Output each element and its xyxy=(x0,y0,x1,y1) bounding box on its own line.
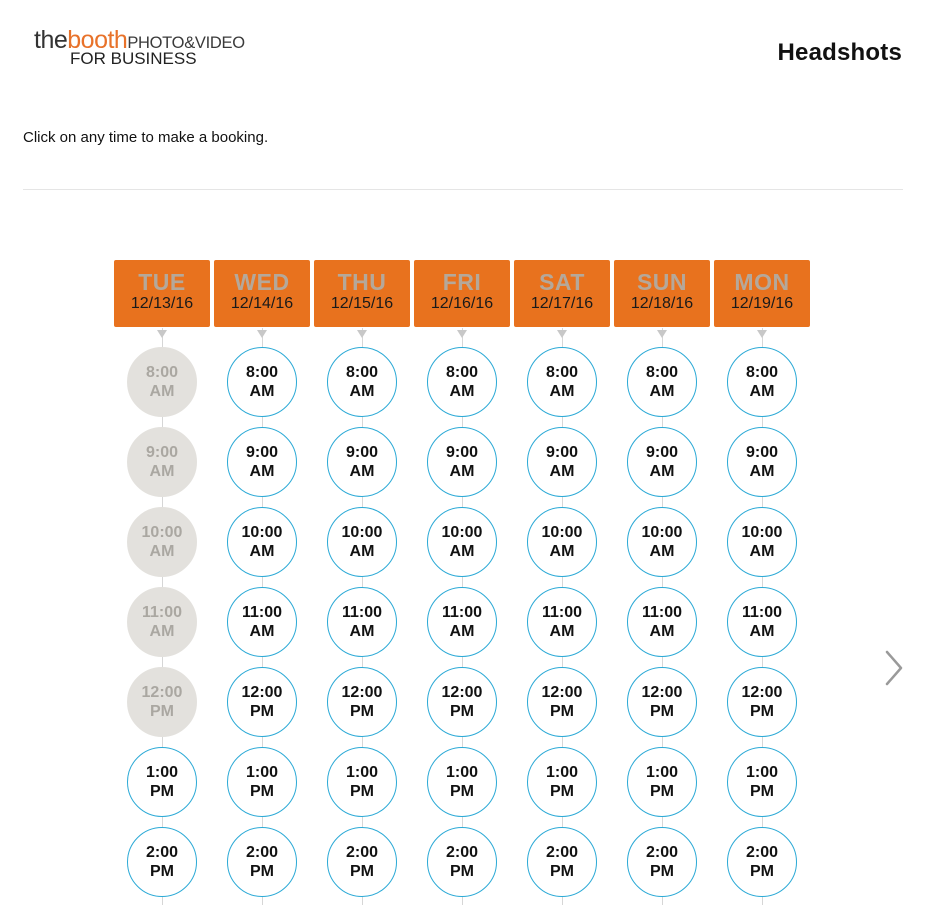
time-slot-unavailable xyxy=(127,587,197,657)
logo-photo-video: PHOTO&VIDEO xyxy=(127,34,245,52)
slot-time: 1:00 xyxy=(445,764,479,781)
day-header xyxy=(714,260,810,327)
slot-ampm: PM xyxy=(650,863,674,880)
slot-ampm: AM xyxy=(749,623,775,640)
slot-ampm: AM xyxy=(449,623,475,640)
slot-ampm: PM xyxy=(650,783,674,800)
slot-ampm: PM xyxy=(750,703,774,720)
day-header xyxy=(414,260,510,327)
slot-ampm: AM xyxy=(549,383,575,400)
slot-ampm: AM xyxy=(549,623,575,640)
day-header xyxy=(514,260,610,327)
time-slot-unavailable xyxy=(127,347,197,417)
slot-time: 9:00 xyxy=(745,444,779,461)
slot-time: 8:00 xyxy=(245,364,279,381)
header-pointer-icon xyxy=(357,330,367,338)
day-name: SAT xyxy=(539,269,585,295)
day-name: MON xyxy=(734,269,790,295)
day-date: 12/17/16 xyxy=(530,295,594,312)
slot-ampm: PM xyxy=(150,703,174,720)
slot-time: 2:00 xyxy=(445,844,479,861)
slot-time: 1:00 xyxy=(545,764,579,781)
day-header xyxy=(214,260,310,327)
time-slot[interactable] xyxy=(427,347,497,417)
time-slot[interactable] xyxy=(727,587,797,657)
slot-time: 9:00 xyxy=(345,444,379,461)
day-column xyxy=(514,260,610,905)
slot-ampm: PM xyxy=(750,783,774,800)
slot-time: 2:00 xyxy=(345,844,379,861)
time-slot[interactable] xyxy=(327,507,397,577)
slot-ampm: AM xyxy=(649,623,675,640)
time-slot[interactable] xyxy=(127,747,197,817)
time-slot[interactable] xyxy=(527,667,597,737)
time-slot[interactable] xyxy=(227,427,297,497)
slot-time: 9:00 xyxy=(545,444,579,461)
time-slot[interactable] xyxy=(627,667,697,737)
slot-time: 9:00 xyxy=(445,444,479,461)
time-slot[interactable] xyxy=(227,507,297,577)
time-slot[interactable] xyxy=(727,667,797,737)
day-date: 12/18/16 xyxy=(630,295,694,312)
day-date: 12/14/16 xyxy=(230,295,294,312)
slot-ampm: PM xyxy=(250,863,274,880)
time-slot[interactable] xyxy=(127,827,197,897)
time-slot[interactable] xyxy=(627,347,697,417)
time-slot[interactable] xyxy=(427,747,497,817)
slot-time: 2:00 xyxy=(745,844,779,861)
time-slot[interactable] xyxy=(427,827,497,897)
slot-time: 8:00 xyxy=(545,364,579,381)
slot-time: 8:00 xyxy=(745,364,779,381)
slot-time: 9:00 xyxy=(145,444,179,461)
slot-ampm: PM xyxy=(250,703,274,720)
time-slot[interactable] xyxy=(727,747,797,817)
day-column xyxy=(314,260,410,905)
header-pointer-icon xyxy=(457,330,467,338)
slot-ampm: PM xyxy=(150,783,174,800)
time-slot[interactable] xyxy=(227,667,297,737)
slot-ampm: AM xyxy=(149,383,175,400)
day-column xyxy=(714,260,810,905)
slot-time: 8:00 xyxy=(145,364,179,381)
slot-ampm: PM xyxy=(350,703,374,720)
time-slot[interactable] xyxy=(627,747,697,817)
day-name: THU xyxy=(337,269,387,295)
slot-time: 10:00 xyxy=(341,524,383,541)
time-slot[interactable] xyxy=(727,827,797,897)
time-slot[interactable] xyxy=(427,427,497,497)
slot-ampm: PM xyxy=(550,783,574,800)
slot-time: 1:00 xyxy=(245,764,279,781)
day-column xyxy=(114,260,210,905)
day-date: 12/19/16 xyxy=(730,295,794,312)
time-slot[interactable] xyxy=(527,587,597,657)
slot-ampm: AM xyxy=(249,543,275,560)
time-slot[interactable] xyxy=(327,667,397,737)
time-slot[interactable] xyxy=(527,507,597,577)
slot-time: 10:00 xyxy=(441,524,483,541)
slot-ampm: AM xyxy=(649,543,675,560)
time-slot[interactable] xyxy=(427,587,497,657)
time-slot[interactable] xyxy=(527,427,597,497)
slot-ampm: AM xyxy=(349,383,375,400)
slot-time: 12:00 xyxy=(541,684,583,701)
slot-ampm: PM xyxy=(450,703,474,720)
slot-time: 10:00 xyxy=(641,524,683,541)
slot-ampm: AM xyxy=(749,543,775,560)
slot-ampm: AM xyxy=(349,463,375,480)
slot-time: 11:00 xyxy=(241,604,283,621)
slot-time: 2:00 xyxy=(145,844,179,861)
day-date: 12/16/16 xyxy=(430,295,494,312)
slot-ampm: PM xyxy=(150,863,174,880)
time-slot[interactable] xyxy=(727,427,797,497)
slot-time: 1:00 xyxy=(645,764,679,781)
time-slot-unavailable xyxy=(127,667,197,737)
day-column xyxy=(214,260,310,905)
slot-time: 1:00 xyxy=(745,764,779,781)
time-slot[interactable] xyxy=(327,347,397,417)
slot-time: 8:00 xyxy=(645,364,679,381)
slot-ampm: AM xyxy=(349,623,375,640)
time-slot[interactable] xyxy=(627,427,697,497)
header-pointer-icon xyxy=(757,330,767,338)
slot-time: 9:00 xyxy=(245,444,279,461)
slot-time: 12:00 xyxy=(341,684,383,701)
slot-ampm: AM xyxy=(749,463,775,480)
slot-time: 11:00 xyxy=(341,604,383,621)
slot-time: 12:00 xyxy=(141,684,183,701)
time-slot[interactable] xyxy=(527,827,597,897)
slot-time: 10:00 xyxy=(741,524,783,541)
slot-ampm: PM xyxy=(650,703,674,720)
slot-ampm: PM xyxy=(550,703,574,720)
time-slot-unavailable xyxy=(127,427,197,497)
slot-ampm: AM xyxy=(749,383,775,400)
day-name: FRI xyxy=(442,269,482,295)
time-slot[interactable] xyxy=(227,747,297,817)
slot-ampm: AM xyxy=(449,543,475,560)
slot-time: 1:00 xyxy=(145,764,179,781)
page-title: Headshots xyxy=(777,39,902,66)
slot-time: 12:00 xyxy=(441,684,483,701)
time-slot[interactable] xyxy=(727,347,797,417)
time-slot[interactable] xyxy=(627,507,697,577)
header-pointer-icon xyxy=(557,330,567,338)
slot-time: 8:00 xyxy=(345,364,379,381)
divider xyxy=(23,189,903,190)
time-slot[interactable] xyxy=(327,747,397,817)
day-date: 12/13/16 xyxy=(130,295,194,312)
time-slot[interactable] xyxy=(227,827,297,897)
slot-ampm: AM xyxy=(249,623,275,640)
time-slot[interactable] xyxy=(227,347,297,417)
slot-ampm: PM xyxy=(350,863,374,880)
slot-time: 10:00 xyxy=(141,524,183,541)
slot-ampm: PM xyxy=(450,783,474,800)
day-name: SUN xyxy=(636,269,688,295)
slot-time: 11:00 xyxy=(441,604,483,621)
day-name: WED xyxy=(234,269,290,295)
time-slot[interactable] xyxy=(527,347,597,417)
slot-time: 10:00 xyxy=(241,524,283,541)
time-slot[interactable] xyxy=(727,507,797,577)
slot-ampm: AM xyxy=(349,543,375,560)
time-slot[interactable] xyxy=(227,587,297,657)
time-slot[interactable] xyxy=(427,507,497,577)
slot-time: 8:00 xyxy=(445,364,479,381)
day-header xyxy=(614,260,710,327)
slot-time: 1:00 xyxy=(345,764,379,781)
slot-ampm: AM xyxy=(449,383,475,400)
logo-booth: booth xyxy=(67,26,128,54)
day-name: TUE xyxy=(138,269,186,295)
slot-time: 11:00 xyxy=(741,604,783,621)
slot-ampm: PM xyxy=(750,863,774,880)
slot-ampm: AM xyxy=(549,543,575,560)
time-slot-unavailable xyxy=(127,507,197,577)
slot-time: 12:00 xyxy=(641,684,683,701)
time-slot[interactable] xyxy=(527,747,597,817)
time-slot[interactable] xyxy=(627,827,697,897)
slot-ampm: AM xyxy=(649,463,675,480)
slot-time: 2:00 xyxy=(645,844,679,861)
slot-ampm: AM xyxy=(149,463,175,480)
logo-tagline: FOR BUSINESS xyxy=(70,49,197,68)
slot-time: 2:00 xyxy=(245,844,279,861)
time-slot[interactable] xyxy=(327,827,397,897)
chevron-right-icon xyxy=(882,648,906,688)
header-pointer-icon xyxy=(257,330,267,338)
booking-calendar xyxy=(114,260,814,905)
next-week-button[interactable] xyxy=(882,648,906,688)
time-slot[interactable] xyxy=(327,427,397,497)
slot-ampm: AM xyxy=(149,543,175,560)
slot-time: 10:00 xyxy=(541,524,583,541)
booking-instructions: Click on any time to make a booking. xyxy=(23,129,269,146)
slot-ampm: AM xyxy=(649,383,675,400)
slot-time: 11:00 xyxy=(641,604,683,621)
slot-time: 11:00 xyxy=(141,604,183,621)
slot-ampm: AM xyxy=(449,463,475,480)
slot-time: 2:00 xyxy=(545,844,579,861)
slot-ampm: AM xyxy=(249,463,275,480)
slot-ampm: AM xyxy=(549,463,575,480)
slot-time: 9:00 xyxy=(645,444,679,461)
day-date: 12/15/16 xyxy=(330,295,394,312)
slot-ampm: AM xyxy=(249,383,275,400)
slot-time: 12:00 xyxy=(241,684,283,701)
day-column xyxy=(614,260,710,905)
slot-ampm: PM xyxy=(250,783,274,800)
day-header xyxy=(114,260,210,327)
time-slot[interactable] xyxy=(327,587,397,657)
slot-time: 11:00 xyxy=(541,604,583,621)
slot-ampm: AM xyxy=(149,623,175,640)
header-pointer-icon xyxy=(657,330,667,338)
slot-time: 12:00 xyxy=(741,684,783,701)
header-pointer-icon xyxy=(157,330,167,338)
day-header xyxy=(314,260,410,327)
slot-ampm: PM xyxy=(350,783,374,800)
time-slot[interactable] xyxy=(627,587,697,657)
day-column xyxy=(414,260,510,905)
slot-ampm: PM xyxy=(550,863,574,880)
brand-logo xyxy=(34,28,245,67)
slot-ampm: PM xyxy=(450,863,474,880)
time-slot[interactable] xyxy=(427,667,497,737)
logo-the: the xyxy=(34,26,68,54)
